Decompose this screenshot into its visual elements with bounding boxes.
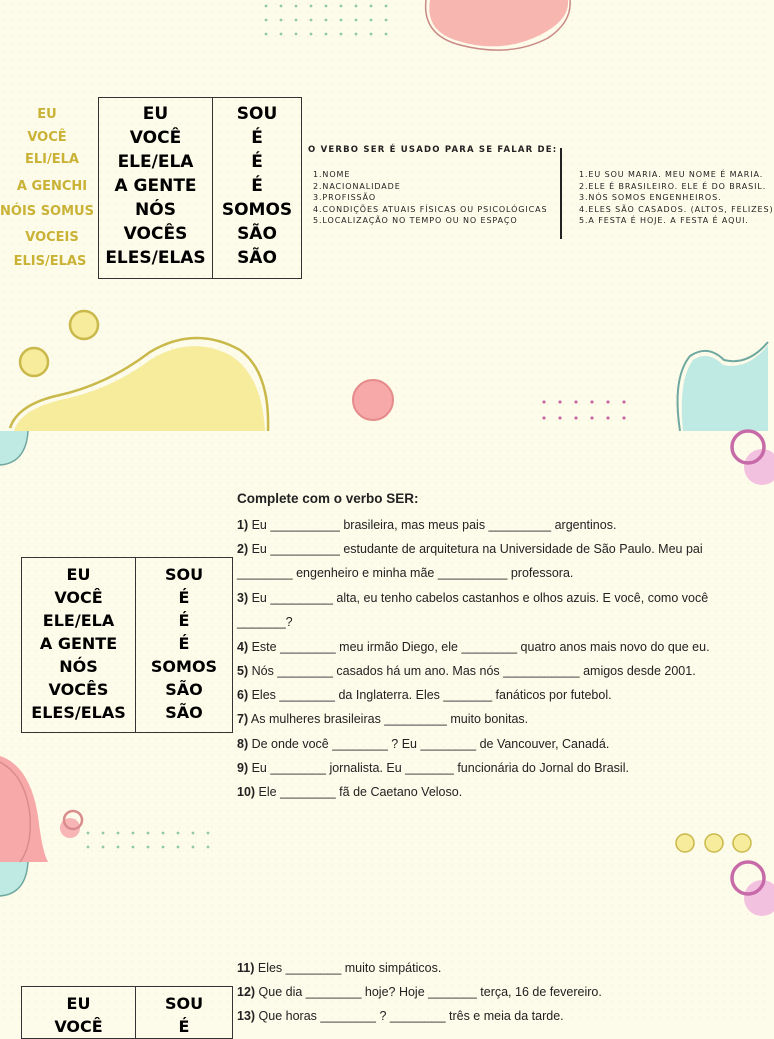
- page-2: [0, 431, 768, 862]
- exercise-text: Nós ________ casados há um ano. Mas nós ___________ amigos desde 2001.: [248, 664, 696, 678]
- usage-example: 2.ELE É BRASILEIRO. ELE É DO BRASIL.: [579, 181, 767, 191]
- pronoun-cell: ELES/ELAS: [99, 246, 213, 279]
- exercise-number: 6): [237, 688, 249, 702]
- pronoun-cell: VOCÊ: [22, 586, 136, 609]
- exercise-text: Ele ________ fã de Caetano Veloso.: [255, 785, 463, 799]
- exercise-number: 12): [237, 985, 256, 999]
- informal-form: A GENCHI: [16, 179, 88, 194]
- verb-cell: É: [213, 174, 302, 198]
- exercise-line: [237, 961, 441, 975]
- verb-cell: SOU: [136, 558, 233, 587]
- dots-decoration: [262, 2, 402, 40]
- exercise-number: 13): [237, 1009, 256, 1023]
- mint-blob-decoration: [668, 340, 768, 431]
- exercise-line: [237, 640, 710, 654]
- exercise-text: Este ________ meu irmão Diego, ele ________ quatro anos mais novo do que eu.: [248, 640, 710, 654]
- exercise-line: [237, 785, 462, 799]
- usage-examples: [579, 169, 774, 227]
- pronoun-cell: NÓS: [22, 655, 136, 678]
- pronoun-cell: VOCÊ: [22, 1015, 136, 1039]
- conjugation-table: [21, 986, 233, 1039]
- yellow-circles-decoration: [674, 831, 758, 857]
- exercise-number: 8): [237, 737, 249, 751]
- usage-topic: 1.NOME: [313, 170, 351, 179]
- verb-cell: É: [136, 632, 233, 655]
- exercise-title: Complete com o verbo SER:: [237, 491, 419, 506]
- exercise-number: 3): [237, 591, 249, 605]
- pronoun-cell: NÓS: [99, 198, 213, 222]
- pink-blob-decoration: [0, 756, 60, 862]
- pronoun-cell: VOCÊS: [22, 678, 136, 701]
- verb-cell: É: [136, 586, 233, 609]
- exercise-number: 4): [237, 640, 249, 654]
- pink-blob-decoration: [420, 0, 580, 60]
- pronoun-cell: VOCÊ: [99, 126, 213, 150]
- usage-topics: [313, 169, 548, 227]
- pronoun-cell: ELES/ELAS: [22, 701, 136, 733]
- pronoun-cell: ELE/ELA: [22, 609, 136, 632]
- usage-topic: 5.LOCALIZAÇÃO NO TEMPO OU NO ESPAÇO: [313, 216, 518, 225]
- informal-forms-column: [0, 0, 94, 280]
- exercise-number: 5): [237, 664, 249, 678]
- exercise-text: Eu __________ estudante de arquitetura na Universidade de São Paulo. Meu pai: [248, 542, 703, 556]
- exercise-line: [237, 591, 708, 605]
- exercise-line: [237, 664, 696, 678]
- exercise-number: 7): [237, 712, 249, 726]
- conjugation-table: [98, 97, 302, 279]
- usage-topic: 4.CONDIÇÕES ATUAIS FÍSICAS OU PSICOLÓGICAS: [313, 204, 548, 214]
- exercise-text: ________ engenheiro e minha mãe __________ professora.: [237, 566, 574, 580]
- usage-topic: 2.NACIONALIDADE: [313, 181, 401, 191]
- exercise-line: [237, 688, 612, 702]
- pronoun-cell: A GENTE: [22, 632, 136, 655]
- verb-cell: SÃO: [213, 222, 302, 246]
- exercise-line: [237, 761, 629, 775]
- verb-cell: SOU: [136, 987, 233, 1016]
- informal-form: EU: [37, 107, 57, 122]
- exercise-line: [237, 518, 616, 532]
- pronoun-cell: ELE/ELA: [99, 150, 213, 174]
- exercise-number: 9): [237, 761, 249, 775]
- exercise-line: [237, 712, 528, 726]
- exercise-text: As mulheres brasileiras _________ muito bonitas.: [248, 712, 529, 726]
- verb-cell: SOMOS: [213, 198, 302, 222]
- exercise-line: [237, 737, 609, 751]
- usage-example: 1.EU SOU MARIA. MEU NOME É MARIA.: [579, 170, 764, 179]
- verb-cell: SÃO: [213, 246, 302, 279]
- yellow-blob-decoration: [0, 300, 290, 431]
- magenta-ring-decoration: [722, 431, 768, 487]
- magenta-ring-decoration: [722, 862, 768, 918]
- pronoun-cell: EU: [22, 558, 136, 587]
- divider-line: [560, 148, 562, 239]
- pronoun-cell: EU: [99, 98, 213, 127]
- informal-form: ELIS/ELAS: [13, 254, 87, 269]
- dots-decoration: [84, 829, 214, 862]
- pronoun-cell: A GENTE: [99, 174, 213, 198]
- informal-form: NÓIS SOMUS: [0, 204, 94, 219]
- mint-circle-decoration: [0, 431, 30, 467]
- usage-example: 5.A FESTA É HOJE. A FESTA É AQUI.: [579, 216, 749, 225]
- informal-form: VOCÊ: [27, 130, 67, 145]
- page-3: [0, 862, 768, 1036]
- verb-cell: É: [136, 609, 233, 632]
- page-1: [0, 0, 774, 431]
- pronoun-cell: EU: [22, 987, 136, 1016]
- informal-form: VOCEIS: [25, 230, 79, 245]
- exercise-number: 2): [237, 542, 249, 556]
- exercise-text: De onde você ________ ? Eu ________ de Vancouver, Canadá.: [248, 737, 610, 751]
- verb-cell: É: [213, 150, 302, 174]
- exercise-number: 11): [237, 961, 255, 975]
- verb-cell: SÃO: [136, 678, 233, 701]
- usage-example: 4.ELES SÃO CASADOS. (ALTOS, FELIZES): [579, 204, 774, 214]
- verb-cell: SOU: [213, 98, 302, 127]
- verb-cell: É: [136, 1015, 233, 1039]
- verb-cell: SOMOS: [136, 655, 233, 678]
- usage-topic: 3.PROFISSÃO: [313, 193, 377, 202]
- exercise-text: Eles ________ muito simpáticos.: [254, 961, 442, 975]
- pronoun-cell: VOCÊS: [99, 222, 213, 246]
- pink-circle-decoration: [350, 377, 396, 423]
- mint-circle-decoration: [0, 862, 30, 898]
- exercise-text: Eu ________ jornalista. Eu _______ funcionária do Jornal do Brasil.: [248, 761, 629, 775]
- verb-cell: É: [213, 126, 302, 150]
- exercise-text: Eu __________ brasileira, mas meus pais _________ argentinos.: [248, 518, 617, 532]
- exercise-line: [237, 566, 573, 580]
- exercise-line: [237, 1009, 564, 1023]
- exercise-text: Que dia ________ hoje? Hoje _______ terça, 16 de fevereiro.: [255, 985, 602, 999]
- informal-form: ELI/ELA: [25, 152, 79, 167]
- exercise-text: _______?: [237, 615, 293, 629]
- exercise-number: 10): [237, 785, 256, 799]
- exercise-text: Que horas ________ ? ________ três e meia da tarde.: [255, 1009, 564, 1023]
- exercise-text: Eles ________ da Inglaterra. Eles _______ fanáticos por futebol.: [248, 688, 612, 702]
- exercise-text: Eu _________ alta, eu tenho cabelos castanhos e olhos azuis. E você, como você: [248, 591, 709, 605]
- exercise-number: 1): [237, 518, 249, 532]
- conjugation-table: [21, 557, 233, 733]
- usage-heading: O VERBO SER É USADO PARA SE FALAR DE:: [308, 145, 558, 155]
- exercise-line: [237, 985, 602, 999]
- exercise-line: [237, 542, 703, 556]
- exercise-line: [237, 615, 293, 629]
- verb-cell: SÃO: [136, 701, 233, 733]
- usage-example: 3.NÓS SOMOS ENGENHEIROS.: [579, 193, 722, 202]
- dots-decoration: [538, 396, 638, 424]
